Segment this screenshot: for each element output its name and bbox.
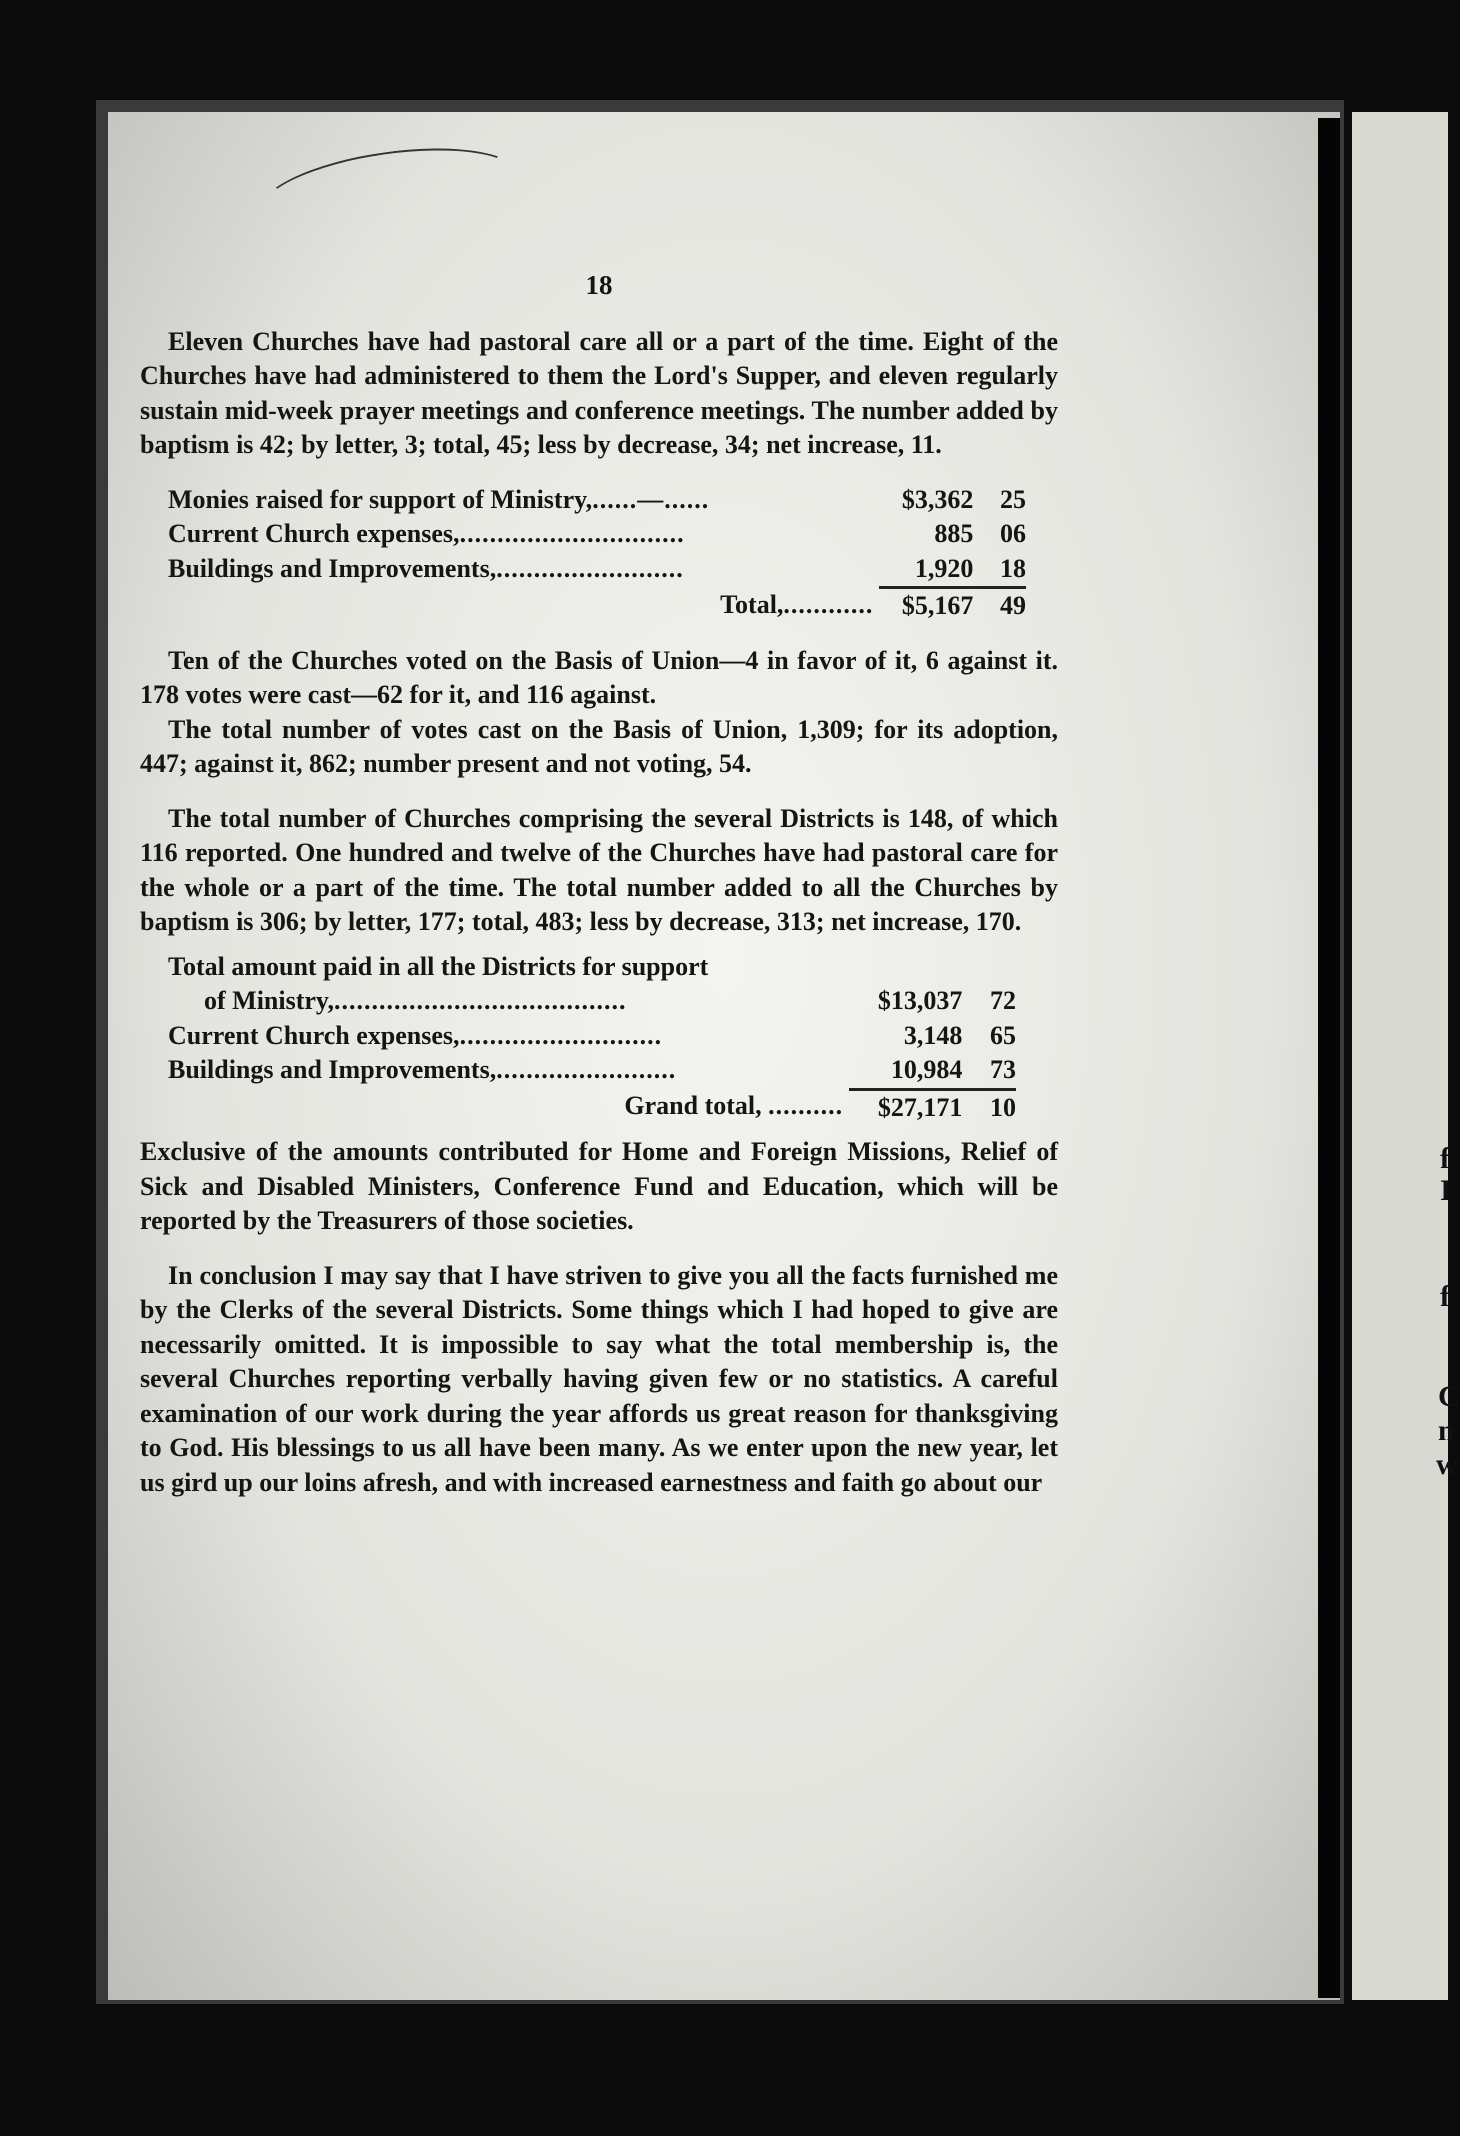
total-label: Total, <box>720 589 784 619</box>
page-text <box>140 150 1058 1500</box>
paragraph-exclusive-amounts: Exclusive of the amounts contributed for Home and Foreign Missions, Relief of Sick and Disabled Ministers, Conference Fund and Education, which will be reported by the Treasurers of those societies. <box>140 1137 1058 1235</box>
leader-dots: .......... <box>768 1091 844 1120</box>
account-label: of Ministry, <box>204 986 334 1015</box>
adjacent-page-edge <box>1352 112 1460 2000</box>
account-label: Buildings and Improvements, <box>168 553 497 583</box>
amount-cents: 73 <box>990 1055 1016 1084</box>
book-spine <box>1318 118 1340 1998</box>
accounts-heading: Total amount paid in all the Districts for support <box>168 951 709 981</box>
account-label: Current Church expenses, <box>168 1020 460 1050</box>
leader-dots: ......................... <box>496 553 684 583</box>
account-label: Buildings and Improvements, <box>168 1055 497 1084</box>
account-row <box>168 483 1026 518</box>
adjacent-page-fragment: n <box>1438 1414 1455 1447</box>
total-dollars: $5,167 <box>879 588 973 624</box>
amount-cents: 18 <box>1000 553 1026 583</box>
page-number: 18 <box>585 270 613 300</box>
total-cents: 49 <box>973 588 1026 624</box>
paragraph-conclusion: In conclusion I may say that I have striven to give you all the facts furnished me by the Clerks of the several Districts. Some things which I had hoped to give are necessarily omitted. It is impossible to say what the total membership is, the several Churches reporting verbally having given few or no statistics. A careful examination of our work during the year affords us great reason for thanksgiving to God. His blessings to us all have been many. As we enter upon the new year, let us gird up our loins afresh, and with increased earnestness and faith go about our <box>140 1260 1058 1497</box>
paragraph-total-votes: The total number of votes cast on the Basis of Union, 1,309; for its adoption, 447; against it, 862; number present and not voting, 54. <box>140 714 1058 778</box>
amount-dollars: 3,148 <box>903 1020 963 1050</box>
leader-dots: ......—...... <box>592 484 710 514</box>
amount-dollars: $13,037 <box>877 986 963 1015</box>
account-row <box>168 984 1016 1019</box>
adjacent-page-fragment: w <box>1436 1448 1458 1481</box>
account-row <box>168 1053 1016 1089</box>
total-cents: 10 <box>962 1089 1016 1125</box>
leader-dots: ............ <box>783 589 874 619</box>
amount-cents: 25 <box>1000 484 1026 514</box>
amount-dollars: $3,362 <box>901 484 974 514</box>
leader-dots: .............................. <box>459 519 685 548</box>
account-label: Current Church expenses, <box>168 519 460 548</box>
amount-cents: 65 <box>990 1020 1016 1050</box>
adjacent-page-fragment: f <box>1440 1280 1450 1313</box>
amount-cents: 06 <box>1000 519 1026 548</box>
account-total-row <box>168 1089 1016 1125</box>
total-label: Grand total, <box>624 1091 762 1120</box>
account-row <box>168 552 1026 588</box>
amount-cents: 72 <box>990 986 1016 1015</box>
accounts-table-all-districts <box>168 984 1016 1125</box>
account-row <box>168 517 1026 552</box>
amount-dollars: 885 <box>934 519 974 548</box>
amount-dollars: 10,984 <box>890 1055 963 1084</box>
amount-dollars: 1,920 <box>914 553 974 583</box>
adjacent-page-fragment: I <box>1440 1174 1452 1207</box>
paragraph-district-totals: The total number of Churches comprising the several Districts is 148, of which 116 reported. One hundred and twelve of the Churches have had pastoral care for the whole or a part of the time. The total number added to all the Churches by baptism is 306; by letter, 177; total, 483; less by decrease, 313; net increase, 170. <box>140 803 1058 936</box>
account-row <box>168 1019 1016 1054</box>
leader-dots: ........................ <box>496 1055 677 1084</box>
paragraph-pastoral-care: Eleven Churches have had pastoral care all or a part of the time. Eight of the Churches have had administered to them the Lord's Supper, and eleven regularly sustain mid-week prayer meetings and conference meetings. The number added by baptism is 42; by letter, 3; total, 45; less by decrease, 34; net increase, 11. <box>140 326 1058 459</box>
adjacent-page-fragment: f <box>1440 1142 1450 1175</box>
account-total-row <box>168 588 1026 624</box>
account-label: Monies raised for support of Ministry, <box>168 484 593 514</box>
paragraph-basis-of-union-vote: Ten of the Churches voted on the Basis of Union—4 in favor of it, 6 against it. 178 votes were cast—62 for it, and 116 against. <box>140 645 1058 709</box>
leader-dots: ....................................... <box>334 986 627 1015</box>
accounts-table-districts <box>168 483 1026 624</box>
total-dollars: $27,171 <box>849 1089 962 1125</box>
leader-dots: ........................... <box>459 1020 663 1050</box>
adjacent-page-fragment: C <box>1438 1380 1460 1413</box>
